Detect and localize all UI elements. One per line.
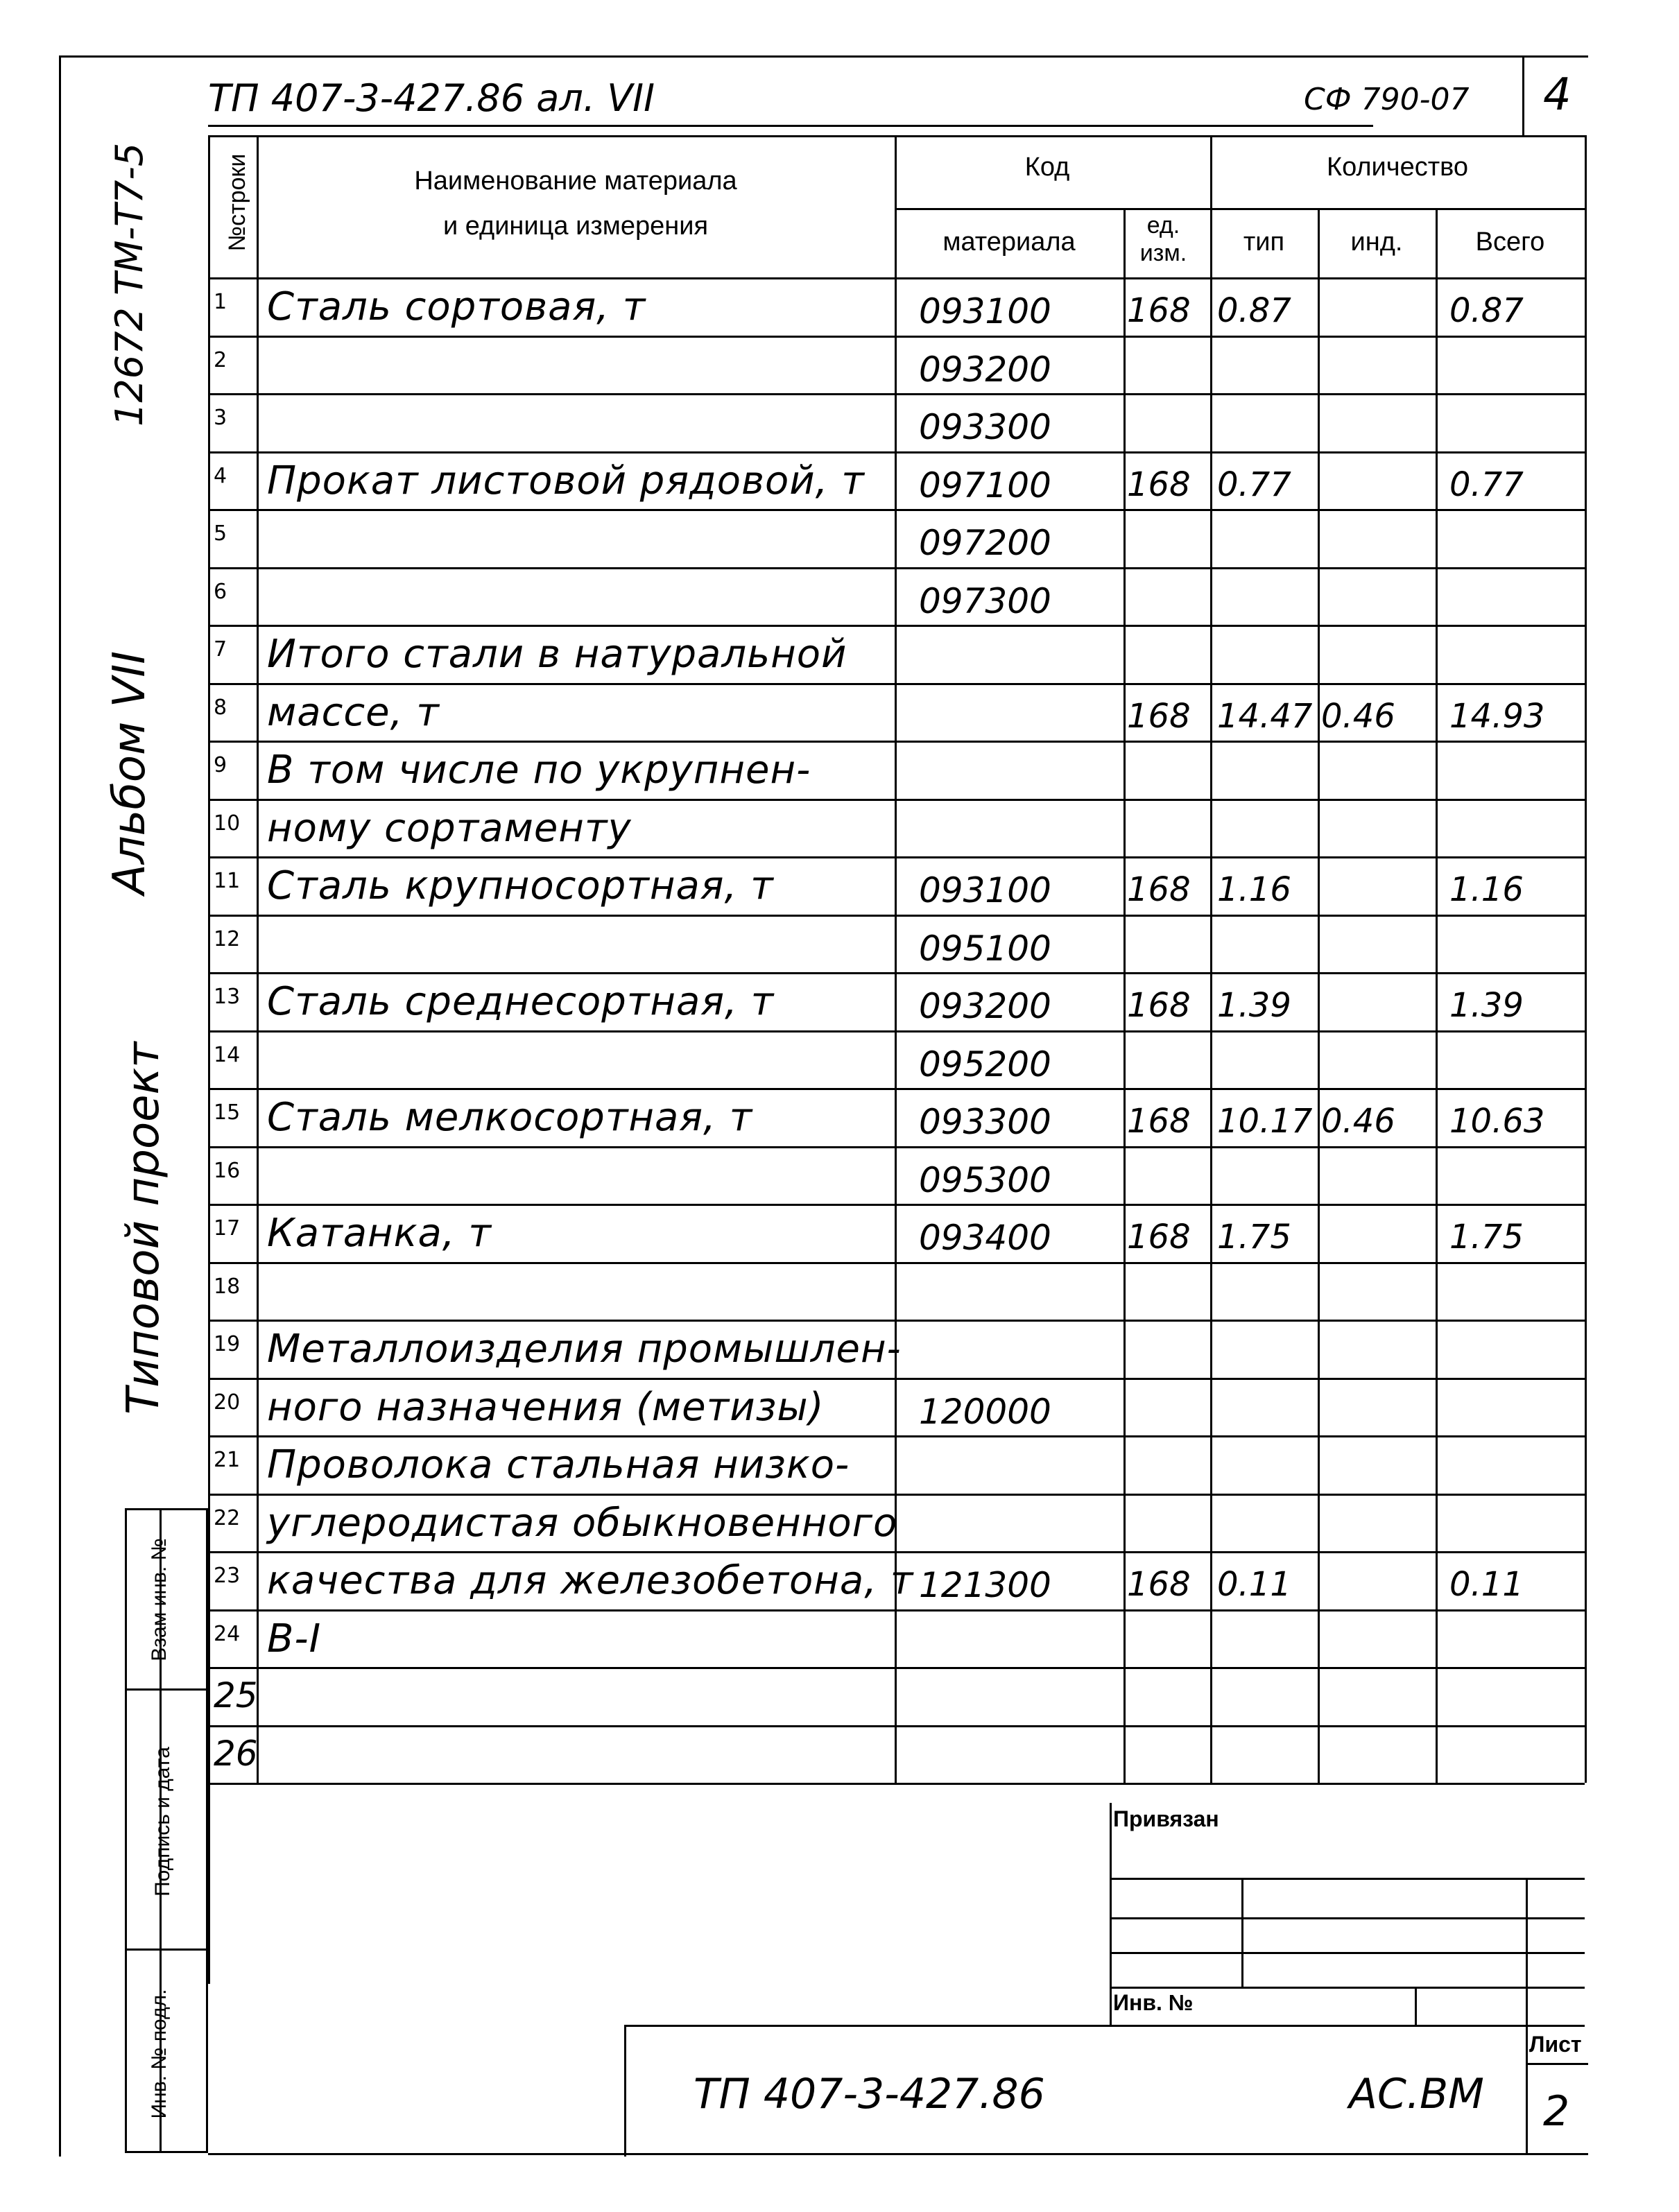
qty-ind: 0.46 <box>1321 1102 1395 1141</box>
title-block-left <box>624 2025 626 2157</box>
header-qty-type: тип <box>1243 227 1285 257</box>
qty-type: 1.75 <box>1217 1218 1291 1256</box>
row-line <box>208 683 1585 685</box>
row-line <box>208 1551 1585 1553</box>
material-name: качества для железобетона, т <box>267 1558 914 1603</box>
material-name: Сталь среднесортная, т <box>267 979 775 1024</box>
col-line-num <box>257 135 259 1783</box>
side-typical-project: Типовой проект <box>118 1042 169 1415</box>
row-number: 15 <box>214 1100 241 1125</box>
row-line <box>208 1262 1585 1264</box>
row-number: 21 <box>214 1448 241 1472</box>
row-number: 3 <box>214 406 227 430</box>
qty-total: 0.77 <box>1449 465 1524 504</box>
header-qty-group: Количество <box>1326 153 1469 182</box>
material-name: В-I <box>267 1616 322 1661</box>
top-doc-code: ТП 407-3-427.86 ал. VII <box>208 76 655 120</box>
material-code: 095200 <box>919 1044 1051 1085</box>
material-code: 093300 <box>919 407 1051 447</box>
row-number: 26 <box>214 1733 258 1774</box>
row-line <box>208 741 1585 743</box>
material-name: Итого стали в натуральной <box>267 632 847 677</box>
row-line <box>208 1667 1585 1669</box>
row-line <box>208 856 1585 858</box>
row-line <box>208 1783 1585 1785</box>
material-name: ного назначения (метизы) <box>267 1384 825 1430</box>
stamp-left-border <box>1110 1803 1112 2025</box>
row-number: 11 <box>214 869 241 893</box>
qty-type: 0.11 <box>1217 1565 1291 1604</box>
qty-total: 1.39 <box>1449 986 1524 1025</box>
material-code: 121300 <box>919 1565 1051 1605</box>
material-name: Катанка, т <box>267 1211 492 1256</box>
frame-top-border <box>59 55 1588 58</box>
header-row-no: №строки <box>224 153 250 252</box>
stamp-vline-1 <box>1241 1878 1243 1987</box>
stamp-line-2 <box>1110 1917 1585 1919</box>
qty-type: 0.87 <box>1217 291 1291 330</box>
row-line <box>208 567 1585 569</box>
title-block-top <box>624 2025 1585 2027</box>
stamp-section: АС.ВМ <box>1349 2070 1484 2118</box>
row-line <box>208 1146 1585 1148</box>
col-line-ind <box>1436 208 1438 1783</box>
material-code: 097200 <box>919 523 1051 563</box>
row-line <box>208 799 1585 801</box>
unit-code: 168 <box>1127 986 1191 1025</box>
unit-code: 168 <box>1127 696 1191 736</box>
row-number: 13 <box>214 985 241 1009</box>
row-line <box>208 625 1585 627</box>
stamp-line-4 <box>1110 1987 1585 1989</box>
material-code: 120000 <box>919 1391 1051 1432</box>
row-number: 7 <box>214 637 227 662</box>
material-name: Сталь мелкосортная, т <box>267 1095 753 1140</box>
side-album: Альбом VII <box>104 650 155 895</box>
row-line <box>208 393 1585 395</box>
qty-ind: 0.46 <box>1321 696 1395 736</box>
row-number: 24 <box>214 1621 241 1646</box>
header-name-line2: и единица измерения <box>442 211 709 241</box>
qty-type: 1.16 <box>1217 870 1291 909</box>
header-unit <box>1123 211 1203 267</box>
header-qty-ind: инд. <box>1350 227 1403 257</box>
row-line <box>208 1609 1585 1612</box>
header-mid-line <box>895 208 1585 210</box>
header-qty-total: Всего <box>1475 227 1545 257</box>
header-name-line1: Наименование материала <box>414 166 737 196</box>
material-code: 097300 <box>919 580 1051 621</box>
row-number: 5 <box>214 521 227 546</box>
unit-code: 168 <box>1127 1102 1191 1141</box>
material-name: Сталь крупносортная, т <box>267 863 774 908</box>
stamp-line-1 <box>1110 1878 1585 1880</box>
row-number: 20 <box>214 1390 241 1415</box>
stamp-doc-code: ТП 407-3-427.86 <box>694 2070 1045 2118</box>
row-number: 8 <box>214 695 227 720</box>
qty-total: 0.11 <box>1449 1565 1524 1604</box>
material-code: 093100 <box>919 291 1051 331</box>
material-code: 093200 <box>919 986 1051 1026</box>
unit-code: 168 <box>1127 291 1191 330</box>
row-line <box>208 915 1585 917</box>
row-number: 6 <box>214 579 227 604</box>
row-number: 23 <box>214 1564 241 1588</box>
row-line <box>208 1320 1585 1322</box>
row-line <box>208 451 1585 453</box>
row-number: 14 <box>214 1042 241 1067</box>
material-name: Металлоизделия промышлен- <box>267 1327 902 1372</box>
side-signature-date: Подпись и дата <box>151 1747 174 1896</box>
row-line <box>208 1725 1585 1727</box>
row-number: 4 <box>214 463 227 488</box>
row-number: 12 <box>214 926 241 951</box>
row-line <box>208 1204 1585 1206</box>
side-vzam-inv: Взам инв. № <box>148 1538 171 1661</box>
side-inventory-code: 12672 ТМ-Т7-5 <box>107 142 151 426</box>
qty-total: 14.93 <box>1449 696 1545 736</box>
row-line <box>208 1030 1585 1032</box>
top-right-code: СФ 790-07 <box>1304 82 1470 117</box>
row-number: 18 <box>214 1274 241 1299</box>
row-line <box>208 972 1585 974</box>
material-code: 095100 <box>919 928 1051 969</box>
col-line-left <box>208 135 210 1984</box>
stamp-sheet-label: Лист <box>1529 2032 1582 2057</box>
frame-left-border <box>59 55 61 2157</box>
row-number: 19 <box>214 1332 241 1356</box>
stamp-inv-no: Инв. № <box>1113 1990 1194 2015</box>
unit-code: 168 <box>1127 870 1191 909</box>
material-name: массе, т <box>267 689 440 735</box>
material-name: Прокат листовой рядовой, т <box>267 458 865 503</box>
frame-bottom <box>208 2153 1588 2155</box>
header-unit-line1: ед. <box>1146 212 1180 239</box>
unit-code: 168 <box>1127 465 1191 504</box>
stamp-vline-3 <box>1526 1878 1528 2155</box>
stamp-privyazan: Привязан <box>1113 1806 1219 1831</box>
header-underline <box>208 125 1373 127</box>
row-number: 9 <box>214 753 227 777</box>
qty-type: 14.47 <box>1217 696 1313 736</box>
unit-code: 168 <box>1127 1218 1191 1256</box>
unit-code: 168 <box>1127 1565 1191 1604</box>
material-name: ному сортаменту <box>267 805 632 851</box>
qty-total: 1.75 <box>1449 1218 1524 1256</box>
header-code-material: материала <box>942 227 1076 257</box>
qty-type: 0.77 <box>1217 465 1291 504</box>
page-corner-number: 4 <box>1543 69 1572 121</box>
material-code: 095300 <box>919 1159 1051 1200</box>
qty-total: 0.87 <box>1449 291 1524 330</box>
material-name: В том числе по укрупнен- <box>267 748 811 793</box>
side-inv-podl: Инв. № подл. <box>148 1989 171 2119</box>
material-code: 097100 <box>919 465 1051 506</box>
corner-divider <box>1522 55 1524 135</box>
qty-total: 10.63 <box>1449 1102 1545 1141</box>
stamp-sheet-no: 2 <box>1543 2087 1570 2136</box>
material-code: 093100 <box>919 870 1051 910</box>
row-line <box>208 336 1585 338</box>
stamp-vline-2 <box>1415 1987 1417 2025</box>
material-name: Проволока стальная низко- <box>267 1442 850 1487</box>
qty-type: 1.39 <box>1217 986 1291 1025</box>
qty-total: 1.16 <box>1449 870 1524 909</box>
col-line-unit <box>1210 135 1212 1783</box>
sheet-label-line <box>1526 2063 1588 2065</box>
material-code: 093400 <box>919 1218 1051 1258</box>
row-number: 1 <box>214 290 227 314</box>
header-code-group: Код <box>1024 153 1070 182</box>
row-number: 2 <box>214 347 227 372</box>
material-code: 093300 <box>919 1102 1051 1142</box>
material-name: углеродистая обыкновенного <box>267 1500 898 1546</box>
qty-type: 10.17 <box>1217 1102 1313 1141</box>
header-unit-line2: изм. <box>1139 240 1187 266</box>
row-line <box>208 1435 1585 1437</box>
row-number: 22 <box>214 1505 241 1530</box>
row-number: 10 <box>214 811 241 836</box>
row-line <box>208 1378 1585 1380</box>
row-line <box>208 1088 1585 1090</box>
material-code: 093200 <box>919 349 1051 390</box>
row-number: 16 <box>214 1158 241 1183</box>
row-number: 17 <box>214 1216 241 1241</box>
row-line <box>208 509 1585 511</box>
material-name: Сталь сортовая, т <box>267 284 646 329</box>
row-number: 25 <box>214 1675 258 1716</box>
stamp-line-3 <box>1110 1952 1585 1954</box>
row-line <box>208 1494 1585 1496</box>
col-line-right <box>1585 135 1587 1783</box>
